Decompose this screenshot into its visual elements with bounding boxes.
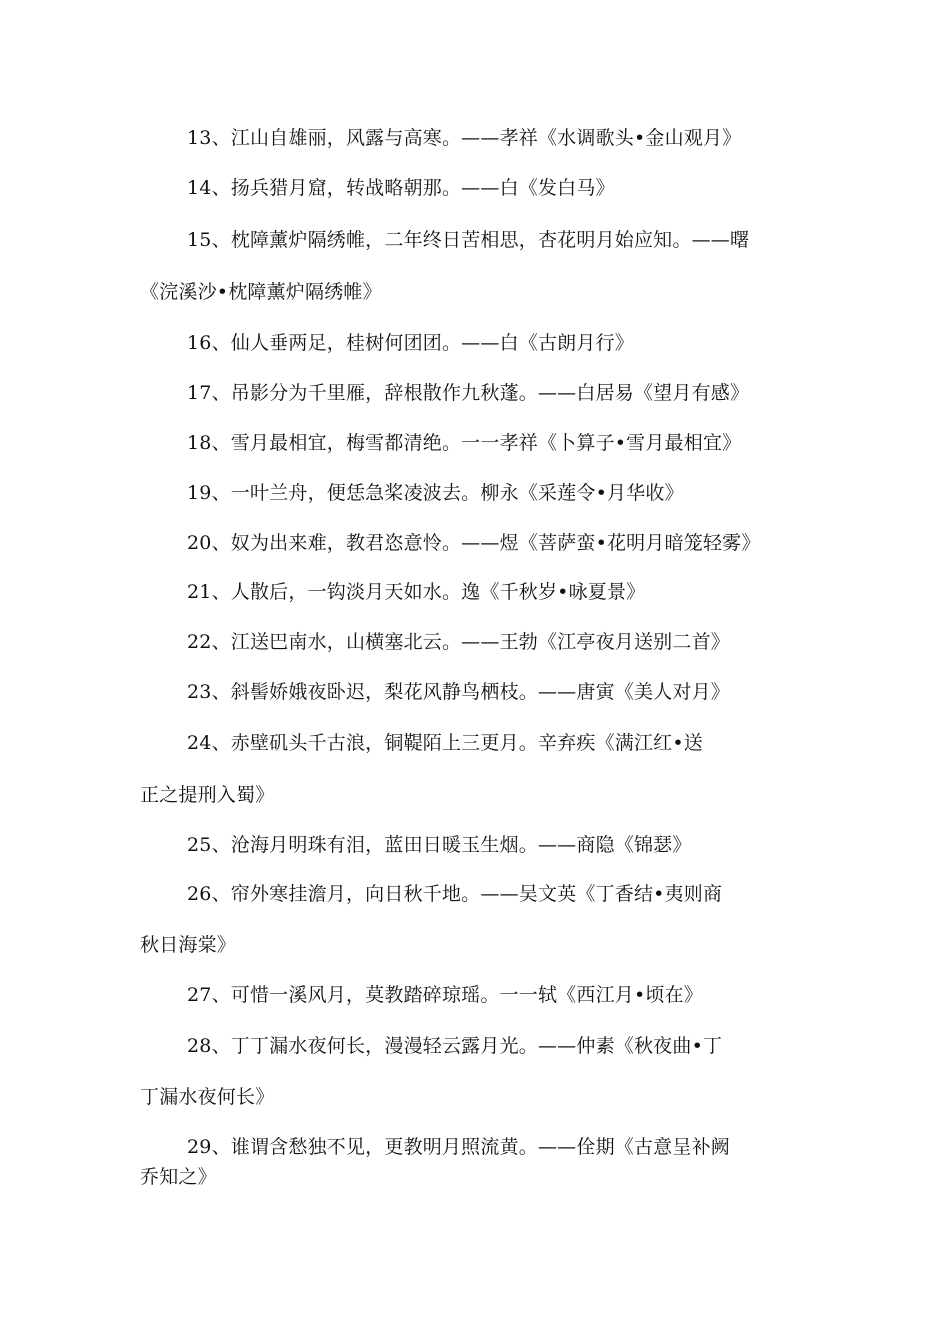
poem-line-20: 20、奴为出来难，教君恣意怜。——煜《菩萨蛮•花明月暗笼轻雾》 [187,532,761,554]
poem-line-18: 18、雪月最相宜，梅雪都清绝。一一孝祥《卜算子•雪月最相宜》 [187,432,742,454]
poem-line-24: 24、赤壁矶头千古浪，铜鞮陌上三更月。辛弃疾《满江红•送 [187,732,703,754]
poem-line-22: 22、江送巴南水，山横塞北云。——王勃《江亭夜月送别二首》 [187,631,730,653]
poem-line-17: 17、吊影分为千里雁，辞根散作九秋蓬。——白居易《望月有感》 [187,382,750,404]
poem-line-23: 23、斜髻娇娥夜卧迟，梨花风静鸟栖枝。——唐寅《美人对月》 [187,681,730,703]
poem-line-28-cont: 丁漏水夜何长》 [140,1086,275,1108]
poem-line-16: 16、仙人垂两足，桂树何团团。——白《古朗月行》 [187,332,634,354]
poem-line-26: 26、帘外寒挂澹月，向日秋千地。——吴文英《丁香结•夷则商 [187,883,723,905]
poem-line-19: 19、一叶兰舟，便恁急桨凌波去。柳永《采莲令•月华收》 [187,482,684,504]
poem-line-14: 14、扬兵猎月窟，转战略朝那。——白《发白马》 [187,177,615,199]
poem-line-25: 25、沧海月明珠有泪，蓝田日暖玉生烟。——商隐《锦瑟》 [187,834,692,856]
poem-line-21: 21、人散后，一钩淡月天如水。逸《千秋岁•咏夏景》 [187,581,646,603]
poem-line-24-cont: 正之提刑入蜀》 [140,784,275,806]
poem-line-29-cont: 乔知之》 [140,1166,217,1188]
poem-line-15-cont: 《浣溪沙•枕障薰炉隔绣帷》 [140,281,382,303]
poem-line-13: 13、江山自雄丽，风露与高寒。——孝祥《水调歌头•金山观月》 [187,127,742,149]
poem-line-29: 29、谁谓含愁独不见，更教明月照流黄。——佺期《古意呈补阙 [187,1136,730,1158]
poem-line-26-cont: 秋日海棠》 [140,934,237,956]
poem-line-15: 15、枕障薰炉隔绣帷，二年终日苦相思，杏花明月始应知。——曙 [187,229,750,251]
poem-line-28: 28、丁丁漏水夜何长，漫漫轻云露月光。——仲素《秋夜曲•丁 [187,1035,723,1057]
poem-line-27: 27、可惜一溪风月，莫教踏碎琼瑶。一一轼《西江月•顷在》 [187,984,703,1006]
